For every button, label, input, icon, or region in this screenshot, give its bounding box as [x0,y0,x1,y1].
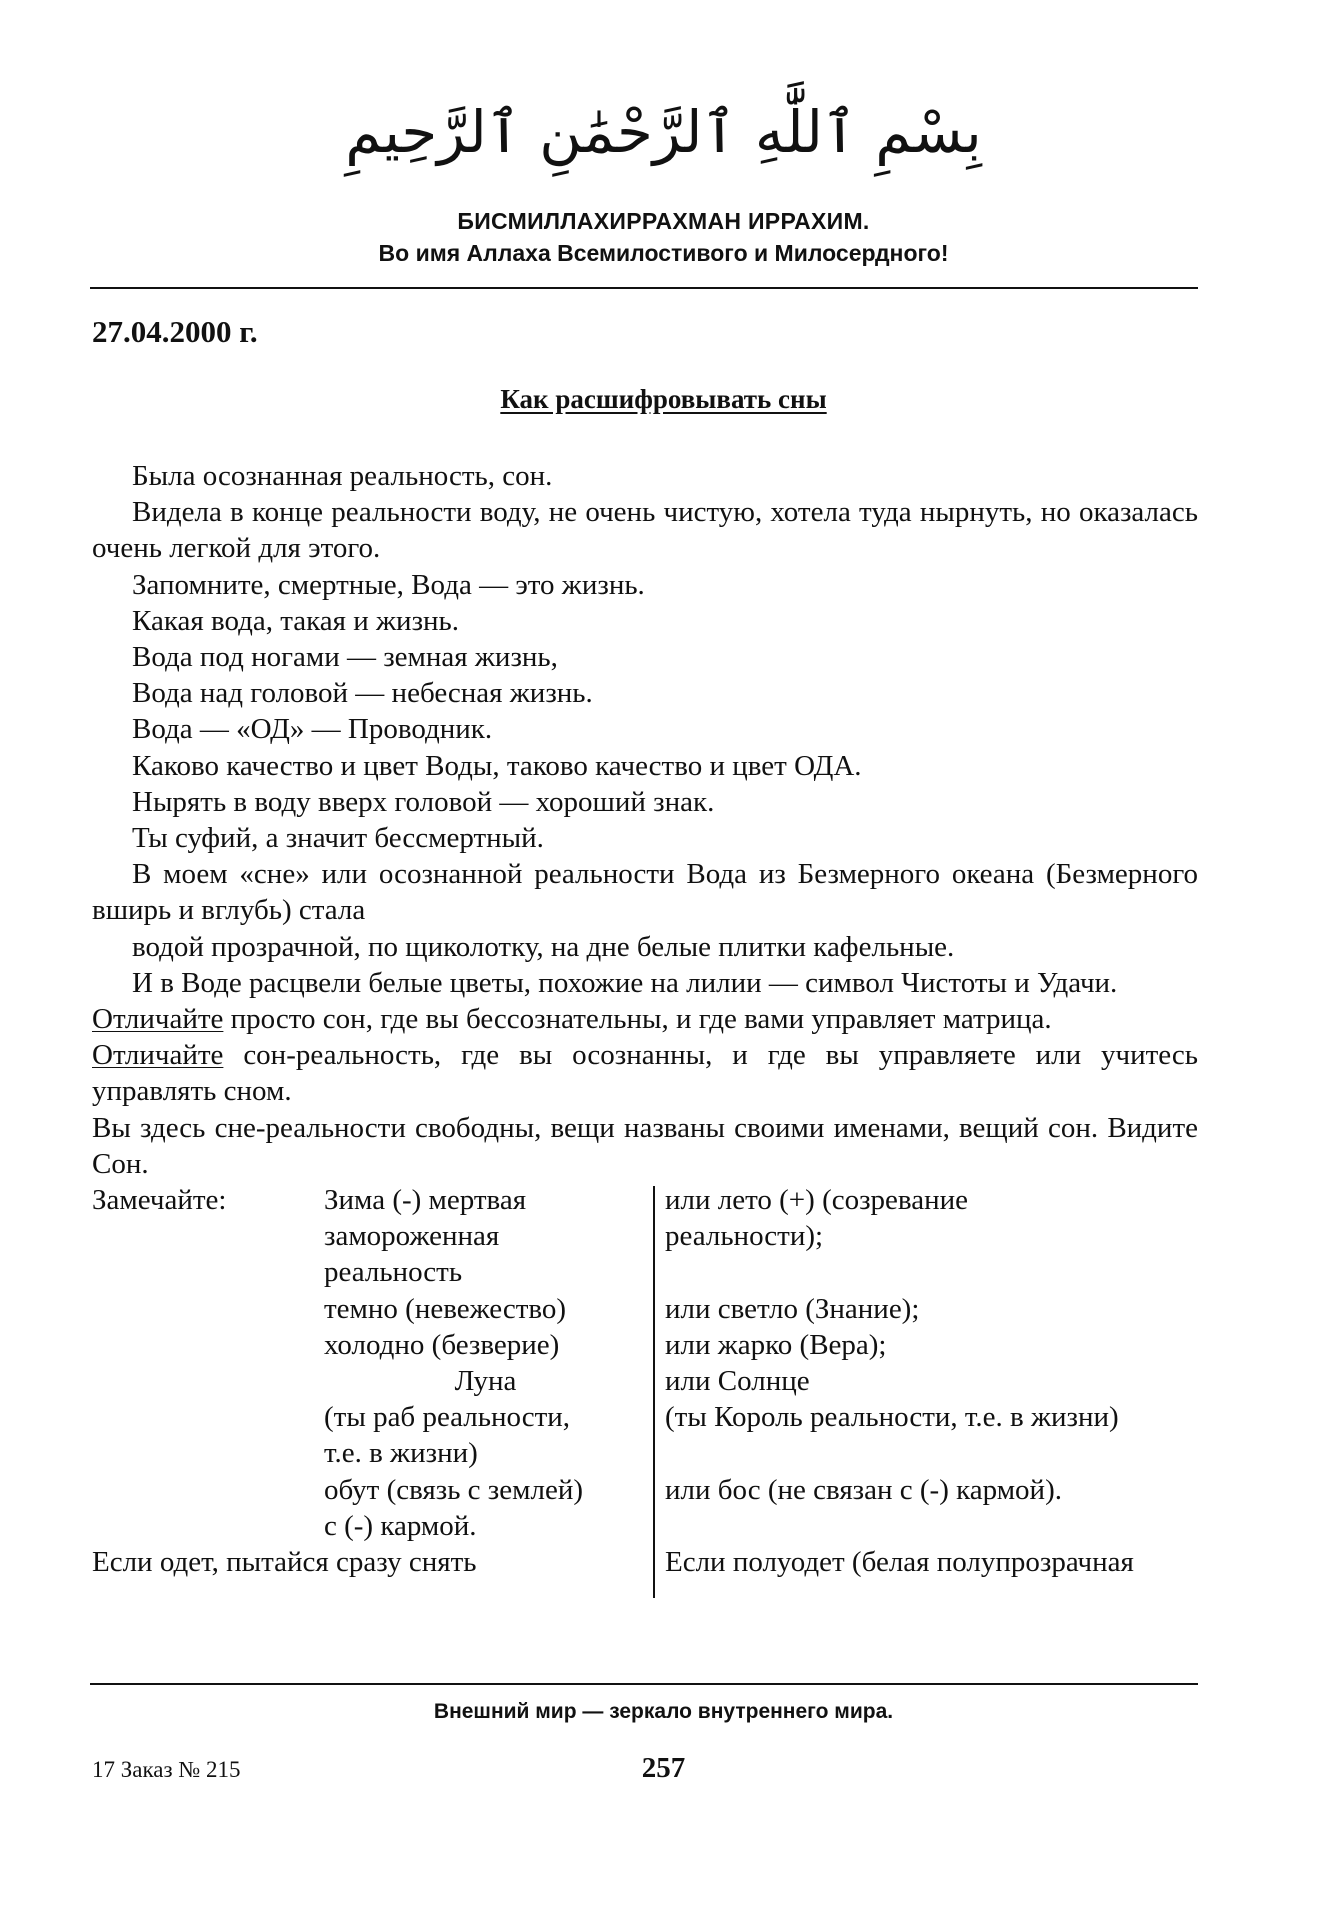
header-line-1: БИСМИЛЛАХИРРАХМАН ИРРАХИМ. [457,208,870,234]
paragraph-distinguish-2 [92,1037,1198,1109]
paragraph: В моем «сне» или осознанной реальности Вода из Безмерного океана (Безмерного вширь и вглубь) стала [92,858,1198,927]
paragraph-text: сон-реальность, где вы осознанны, и где вы управляете или учитесь управлять сном. [92,1039,1198,1108]
left-cell: обут (связь с землей) [324,1473,584,1506]
bottom-rule [90,1683,1198,1685]
table-row [92,1472,1198,1508]
left-cell: (ты раб реальности, [324,1401,571,1434]
paragraph: Была осознанная реальность, сон. [132,460,553,492]
paragraph: Каково качество и цвет Воды, таково качество и цвет ОДА. [132,749,862,782]
left-cell: замороженная [324,1220,500,1253]
left-cell: холодно (безверие) [324,1328,560,1361]
right-cell: Если полуодет (белая полупрозрачная [665,1546,1134,1579]
top-rule [90,287,1198,289]
page-number: 257 [641,1752,686,1784]
paragraph: Вода над головой — небесная жизнь. [132,677,593,710]
left-cell: Если одет, пытайся сразу снять [92,1546,477,1579]
right-cell [647,1435,1198,1471]
paragraph: водой прозрачной, по щиколотку, на дне белые плитки кафельные. [132,930,955,963]
left-cell: Луна [454,1365,517,1398]
underlined-word: Отличайте [92,1039,224,1072]
table-row [92,1182,1198,1218]
table-row [92,1508,1198,1544]
comparison-label: Замечайте: [92,1184,227,1217]
right-cell [647,1254,1198,1290]
right-cell: реальности); [665,1220,824,1253]
paragraph: Ты суфий, а значит бессмертный. [132,822,544,855]
paragraph-text: просто сон, где вы бессознательны, и где вами управляет матрица. [223,1003,1052,1036]
table-row [92,1291,1198,1327]
table-row [92,1218,1198,1254]
right-cell: (ты Король реальности, т.е. в жизни) [665,1401,1119,1434]
right-cell: или Солнце [665,1365,810,1398]
left-cell: т.е. в жизни) [324,1437,478,1470]
body-text [92,458,1198,1580]
bismillah-calligraphy: بِسْمِ ٱللَّٰهِ ٱلرَّحْمَٰنِ ٱلرَّحِيمِ [345,98,982,166]
paragraph: Видела в конце реальности воду, не очень чистую, хотела туда нырнуть, но оказалась очень легкой для этого. [92,496,1198,565]
underlined-word: Отличайте [92,1003,224,1036]
page-title: Как расшифровывать сны [500,384,827,414]
paragraph-distinguish-1 [92,1001,1198,1037]
table-row [92,1254,1198,1290]
paragraph: Вода — «ОД» — Проводник. [132,713,493,746]
comparison-table [92,1182,1198,1580]
right-cell: или жарко (Вера); [665,1328,887,1361]
table-row [92,1435,1198,1471]
order-number: 17 Заказ № 215 [92,1757,241,1782]
table-row [92,1327,1198,1363]
footer-motto: Внешний мир — зеркало внутреннего мира. [433,1700,894,1723]
left-cell: реальность [324,1256,463,1289]
left-cell: с (-) кармой. [324,1509,477,1542]
right-cell: или бос (не связан с (-) кармой). [665,1473,1062,1506]
paragraph: И в Воде расцвели белые цветы, похожие на лилии — символ Чистоты и Удачи. [132,966,1118,999]
header-line-2: Во имя Аллаха Всемилостивого и Милосердного! [378,240,949,266]
paragraph: Какая вода, такая и жизнь. [132,604,460,637]
entry-date: 27.04.2000 г. [92,314,258,349]
left-cell: темно (невежество) [324,1292,567,1325]
right-cell: или светло (Знание); [665,1292,920,1325]
paragraph: Вы здесь сне-реальности свободны, вещи названы своими именами, вещий сон. Видите Сон. [92,1111,1198,1180]
right-cell: или лето (+) (созревание [665,1184,969,1217]
table-row [92,1399,1198,1435]
left-cell: Зима (-) мертвая [324,1184,527,1217]
column-divider [653,1186,655,1598]
paragraph: Запомните, смертные, Вода — это жизнь. [132,568,645,601]
right-cell [647,1508,1198,1544]
paragraph: Нырять в воду вверх головой — хороший знак. [132,785,715,818]
table-row [92,1544,1198,1580]
paragraph: Вода под ногами — земная жизнь, [132,641,558,674]
table-row [92,1363,1198,1399]
